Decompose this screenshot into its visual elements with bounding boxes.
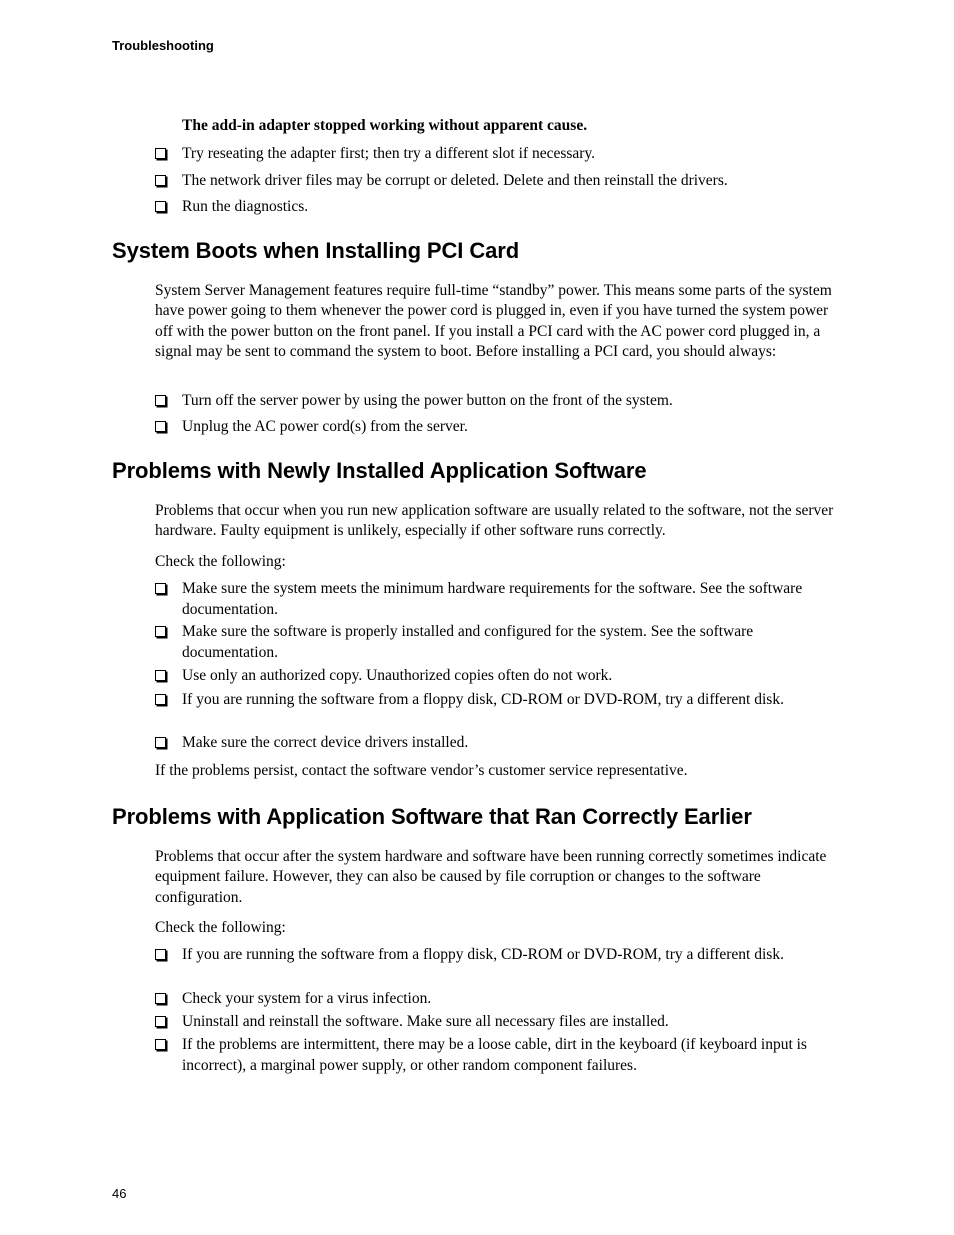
- checkbox-icon: [155, 1016, 166, 1027]
- list-item: [155, 197, 820, 218]
- list-item-text: If you are running the software from a floppy disk, CD-ROM or DVD-ROM, try a different disk.: [182, 691, 784, 708]
- checkbox-icon: [155, 993, 166, 1004]
- list-item: [155, 579, 820, 620]
- section-heading-new-software: Problems with Newly Installed Application Software: [112, 458, 647, 483]
- list-item: [155, 690, 820, 711]
- checkbox-icon: [155, 1039, 166, 1050]
- earlier-software-check-label: Check the following:: [155, 919, 286, 936]
- page-number: 46: [112, 1186, 127, 1201]
- list-item-text: Make sure the correct device drivers installed.: [182, 734, 469, 751]
- checkbox-icon: [155, 949, 166, 960]
- checkbox-icon: [155, 737, 166, 748]
- list-item: [155, 733, 820, 754]
- checkbox-icon: [155, 148, 166, 159]
- list-item: [155, 1035, 820, 1076]
- list-item: [155, 666, 820, 687]
- checkbox-icon: [155, 626, 166, 637]
- new-software-closing-paragraph: If the problems persist, contact the software vendor’s customer service representative.: [155, 762, 688, 779]
- section-heading-pci: System Boots when Installing PCI Card: [112, 238, 520, 263]
- list-item: [155, 945, 820, 966]
- pci-intro-paragraph: System Server Management features require full-time “standby” power. This means some parts of the system have power going to them whenever the power cord is plugged in, even if you have turned the system power off with the power button on the front panel. If you install a PCI card with the AC power cord plugged in, a signal may be sent to command the system to boot. Before installing a PCI card, you should always:: [155, 282, 832, 360]
- list-item-text: The network driver files may be corrupt or deleted. Delete and then reinstall the drivers.: [182, 172, 728, 189]
- list-item: [155, 989, 820, 1010]
- new-software-check-label: Check the following:: [155, 553, 286, 570]
- checkbox-icon: [155, 421, 166, 432]
- list-item-text: Make sure the system meets the minimum hardware requirements for the software. See the software documentation.: [182, 580, 803, 618]
- list-item-text: If you are running the software from a floppy disk, CD-ROM or DVD-ROM, try a different disk.: [182, 946, 784, 963]
- list-item: [155, 391, 820, 412]
- section-heading-earlier-software: Problems with Application Software that Ran Correctly Earlier: [112, 804, 752, 829]
- checkbox-icon: [155, 583, 166, 594]
- running-header: Troubleshooting: [112, 38, 214, 53]
- earlier-software-intro-paragraph: Problems that occur after the system hardware and software have been running correctly sometimes indicate equipment failure. However, they can also be caused by file corruption or changes to the software configuration.: [155, 848, 827, 906]
- list-item: [155, 417, 820, 438]
- new-software-intro-paragraph: Problems that occur when you run new application software are usually related to the software, not the server hardware. Faulty equipment is unlikely, especially if other software runs correctly.: [155, 502, 834, 540]
- list-item-text: Run the diagnostics.: [182, 198, 309, 215]
- list-item-text: Turn off the server power by using the power button on the front of the system.: [182, 392, 673, 409]
- list-item-text: Make sure the software is properly installed and configured for the system. See the software documentation.: [182, 623, 754, 661]
- list-item-text: If the problems are intermittent, there may be a loose cable, dirt in the keyboard (if keyboard input is incorrect), a marginal power supply, or other random component failures.: [182, 1036, 807, 1074]
- list-item-text: Check your system for a virus infection.: [182, 990, 432, 1007]
- checkbox-icon: [155, 395, 166, 406]
- list-item: [155, 1012, 820, 1033]
- adapter-subheading: The add-in adapter stopped working without apparent cause.: [182, 117, 588, 134]
- list-item: [155, 622, 820, 663]
- list-item: [155, 144, 820, 165]
- checkbox-icon: [155, 670, 166, 681]
- list-item-text: Use only an authorized copy. Unauthorized copies often do not work.: [182, 667, 613, 684]
- list-item: [155, 171, 820, 192]
- checkbox-icon: [155, 201, 166, 212]
- checkbox-icon: [155, 175, 166, 186]
- list-item-text: Uninstall and reinstall the software. Make sure all necessary files are installed.: [182, 1013, 669, 1030]
- list-item-text: Try reseating the adapter first; then try a different slot if necessary.: [182, 145, 596, 162]
- checkbox-icon: [155, 694, 166, 705]
- list-item-text: Unplug the AC power cord(s) from the server.: [182, 418, 468, 435]
